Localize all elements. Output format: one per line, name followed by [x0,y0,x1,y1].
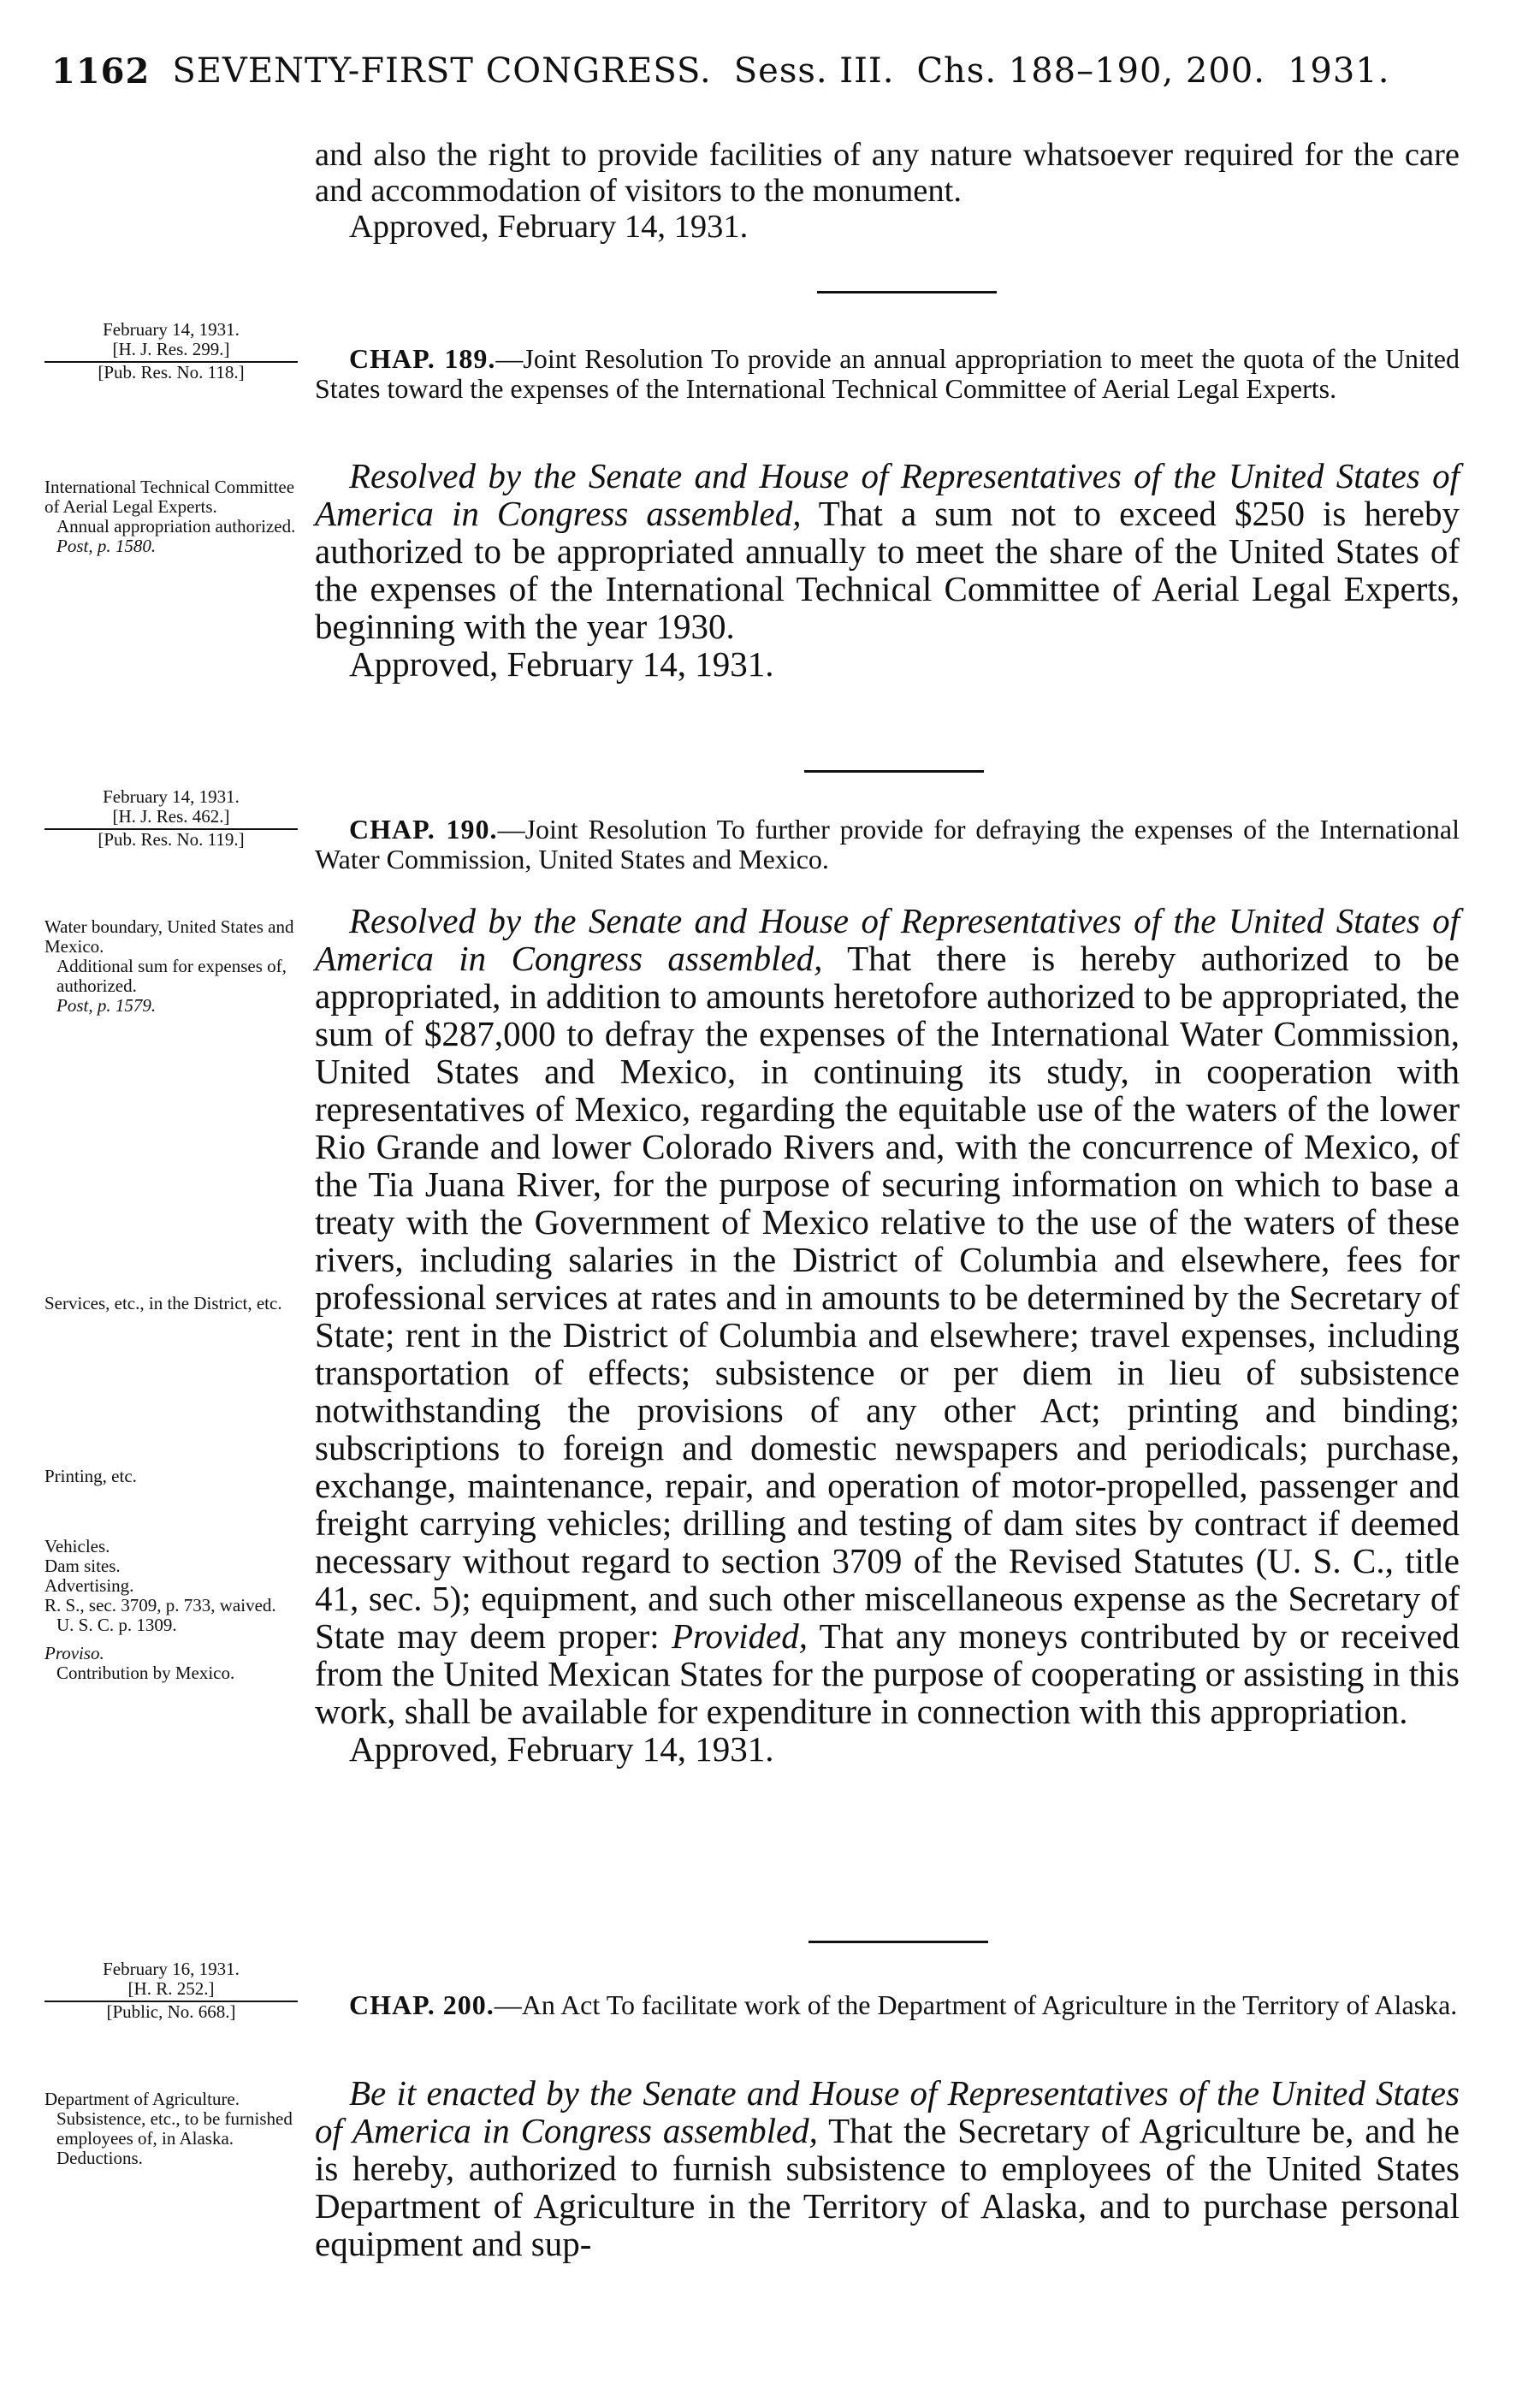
chap200-note-3: Deductions. [56,2148,143,2168]
chap190-proviso: Provided, [671,1616,808,1656]
chapters-label: Chs. 188–190, 200. [916,51,1265,91]
chap189-pub-ref: [Pub. Res. No. 118.] [98,362,245,382]
chap190-sidenotes-b [44,1294,298,1313]
chap200-label: CHAP. 200. [349,1989,495,2020]
chap189-block [315,344,1460,404]
chap190-block [315,815,1460,874]
congress-title: SEVENTY-FIRST CONGRESS. [172,51,712,91]
chap200-text [315,2074,1460,2262]
chap200-sidenotes [44,2090,298,2168]
chap200-date: February 16, 1931. [103,1959,240,1979]
chap190-text [315,902,1460,1768]
chap190-note-8: Advertising. [44,1575,134,1596]
section-divider [808,1941,988,1943]
chap200-pub-ref: [Public, No. 668.] [106,2001,236,2022]
chap190-body-text-2: That any moneys contributed by or received from the United Mexican States for the purpose of cooperating or assisting in this work, shall be available for expenditure in connection with this appropriation. [315,1616,1460,1731]
chap190-sidenotes-d [44,1537,298,1683]
chap189-approved: Approved, February 14, 1931. [349,644,774,684]
chap190-pub-ref: [Pub. Res. No. 119.] [98,829,245,850]
chap200-note-1: Department of Agriculture. [44,2089,240,2109]
chap189-body [315,457,1460,645]
chap189-label: CHAP. 189. [349,343,496,374]
chap190-note-11: Proviso. [44,1643,104,1663]
page-number: 1162 [51,51,151,92]
chap190-title [315,815,1460,874]
chap190-date: February 14, 1931. [103,786,240,807]
section-divider [804,770,984,773]
chap190-note-9: R. S., sec. 3709, p. 733, waived. [44,1595,276,1615]
chap189-title-text: —Joint Resolution To provide an annual appropriation to meet the quota of the United States toward the expenses of the International Technical Committee of Aerial Legal Experts. [315,343,1460,404]
chap190-label: CHAP. 190. [349,814,498,845]
chap189-date: February 14, 1931. [103,319,240,340]
chap190-note-5: Printing, etc. [44,1466,137,1486]
chap190-body [315,902,1460,1730]
year-label: 1931. [1287,51,1390,91]
chap189-body-text: That a sum not to exceed $250 is hereby authorized to be appropriated annually to meet the share of the United States of the expenses of the International Technical Committee of Aerial Legal Experts, beginning with the year 1930. [315,494,1460,646]
chap200-title [315,1990,1460,2020]
chap190-note-4: Services, etc., in the District, etc. [44,1293,282,1313]
chap200-body [315,2074,1460,2262]
session-label: Sess. III. [733,51,895,91]
chap189-enacting-clause: Resolved by the Senate and House of Representatives of the United States of America in Congress assembled, [315,456,1460,533]
chap189-bill-ref: [H. J. Res. 299.] [44,340,298,363]
chap190-approved: Approved, February 14, 1931. [349,1729,774,1769]
chap190-body-text-1: That there is hereby authorized to be appropriated, in addition to amounts heretofore authorized to be appropriated, the sum of $287,000 to defray the expenses of the International Water Commission, United States and Mexico, in continuing its study, in cooperation with representatives of Mexico, regarding the equitable use of the waters of the lower Rio Grande and lower Colorado Rivers and, with the concurrence of Mexico, of the Tia Juana River, for the purpose of securing information on which to base a treaty with the Government of Mexico relative to the use of the waters of these rivers, including salaries in the District of Columbia and elsewhere, fees for professional services at rates and in amounts to be determined by the Secretary of State; rent in the District of Columbia and elsewhere; travel expenses, including transportation of effects; subsistence or per diem in lieu of subsistence notwithstanding the provisions of any other Act; printing and binding; subscriptions to foreign and domestic newspapers and periodicals; purchase, exchange, maintenance, repair, and operation of motor-propelled, passenger and freight carrying vehicles; drilling and testing of dam sites by contract if deemed necessary without regard to section 3709 of the Revised Statutes (U. S. C., title 41, sec. 5); equipment, and such other miscellaneous expense as the Secretary of State may deem proper: [315,939,1460,1656]
chap200-block [315,1990,1460,2020]
chap189-note-2: Annual appropriation authorized. [56,516,296,536]
chap190-note-12: Contribution by Mexico. [56,1663,235,1683]
chap189-sidenotes [44,477,298,556]
chap190-sidenotes-c [44,1467,298,1486]
chap190-note-7: Dam sites. [44,1556,121,1576]
continuation-approved: Approved, February 14, 1931. [349,209,749,245]
chap190-enacting-clause: Resolved by the Senate and House of Representatives of the United States of America in Congress assembled, [315,901,1460,978]
chap189-text [315,457,1460,683]
chap200-title-text: —An Act To facilitate work of the Department of Agriculture in the Territory of Alaska. [494,1989,1458,2020]
chap189-margin [44,320,298,382]
chap200-body-text: That the Secretary of Agriculture be, and he is hereby, authorized to furnish subsistence to employees of the United States Department of Agriculture in the Territory of Alaska, and to purchase personal equipment and sup- [315,2111,1460,2263]
section-divider [817,291,997,293]
running-header [51,51,1454,92]
chap189-note-3: Post, p. 1580. [56,536,157,556]
chap190-note-3: Post, p. 1579. [56,995,157,1016]
chap189-title [315,344,1460,404]
continuation-block [315,137,1460,245]
chap190-title-text: —Joint Resolution To further provide for defraying the expenses of the International Water Commission, United States and Mexico. [315,814,1460,874]
chap200-margin [44,1959,298,2022]
chap190-note-2: Additional sum for expenses of, authorized. [56,956,287,996]
chap190-margin [44,787,298,850]
chap200-note-2: Subsistence, etc., to be furnished employees of, in Alaska. [56,2108,293,2149]
continuation-text: and also the right to provide facilities of any nature whatsoever required for the care and accommodation of visitors to the monument. [315,137,1460,209]
chap190-note-1: Water boundary, United States and Mexico. [44,916,294,957]
chap190-sidenotes-a [44,917,298,1016]
chap190-bill-ref: [H. J. Res. 462.] [44,807,298,830]
chap190-note-6: Vehicles. [44,1536,110,1556]
chap189-note-1: International Technical Committee of Aerial Legal Experts. [44,477,295,517]
chap190-note-10: U. S. C. p. 1309. [56,1615,177,1635]
chap200-enacting-clause: Be it enacted by the Senate and House of Representatives of the United States of America in Congress assembled, [315,2073,1460,2150]
chap200-bill-ref: [H. R. 252.] [44,1979,298,2002]
